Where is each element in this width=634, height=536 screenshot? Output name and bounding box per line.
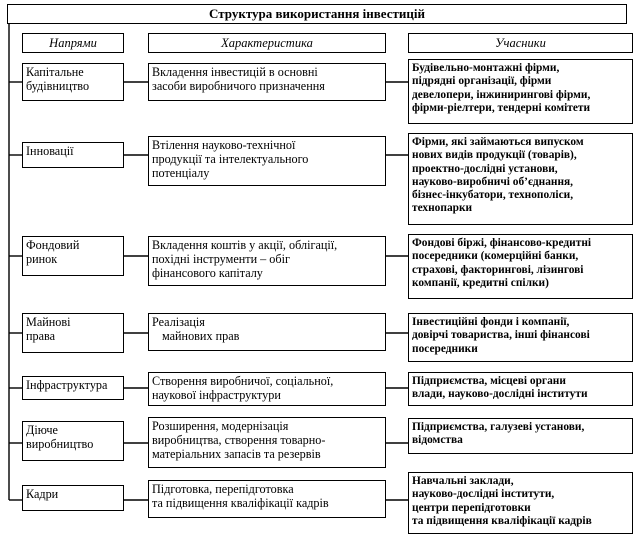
participant-line: довірчі товариства, інші фінансові <box>412 329 590 342</box>
characteristic-line: фінансового капіталу <box>152 265 263 280</box>
participant-line: відомства <box>412 434 463 447</box>
participant-line: технопарки <box>412 202 473 215</box>
characteristic-line: Створення виробничої, соціальної, <box>152 374 334 388</box>
participant-line: страхові, факторингові, лізингові <box>412 263 584 276</box>
participant-line: науково-виробничі об’єднання, <box>412 175 574 188</box>
header-participants: Учасники <box>408 33 633 53</box>
characteristic-line: Підготовка, перепідготовка <box>152 482 294 496</box>
characteristic-line: засоби виробничого призначення <box>152 78 325 93</box>
participant-line: посередники <box>412 342 478 355</box>
characteristic-line: матеріальних запасів та резервів <box>152 446 321 461</box>
participant-line: девелопери, інжинирингові фірми, <box>412 88 591 101</box>
direction-box-personnel <box>22 485 124 511</box>
characteristic-line: Розширення, модернізація <box>152 419 289 433</box>
characteristic-box-innovations <box>148 136 386 186</box>
participant-line: Фірми, які займаються випуском <box>412 136 584 148</box>
participant-line: підрядні організації, фірми <box>412 75 552 88</box>
direction-box-innovations <box>22 142 124 168</box>
characteristic-line: виробництва, створення товарно- <box>152 432 326 447</box>
characteristic-box-stock-market <box>148 236 386 286</box>
direction-line: Інфраструктура <box>26 378 108 392</box>
characteristic-box-personnel <box>148 480 386 518</box>
direction-line: виробництво <box>26 436 94 451</box>
direction-box-stock-market <box>22 236 124 276</box>
participants-box-capital-construction <box>408 59 633 124</box>
characteristic-line: потенціалу <box>152 165 210 180</box>
characteristic-line: майнових прав <box>162 328 240 343</box>
direction-line: Інновації <box>26 144 74 158</box>
direction-box-infrastructure <box>22 376 124 400</box>
direction-line: права <box>26 328 56 343</box>
characteristic-box-operating-production <box>148 417 386 468</box>
direction-box-operating-production <box>22 421 124 461</box>
characteristic-line: Вкладення інвестицій в основні <box>152 65 318 79</box>
direction-line: Кадри <box>26 487 59 501</box>
direction-box-property-rights <box>22 313 124 353</box>
characteristic-line: продукції та інтелектуального <box>152 151 309 166</box>
characteristic-line: похідні інструменти – обіг <box>152 251 290 266</box>
participants-box-stock-market <box>408 234 633 299</box>
participants-box-personnel <box>408 472 633 534</box>
participant-line: Інвестиційні фонди і компанії, <box>412 316 570 328</box>
characteristic-line: Реалізація <box>152 315 205 329</box>
direction-line: будівництво <box>26 78 90 93</box>
participant-line: Підприємства, місцеві органи <box>412 375 566 387</box>
direction-line: Діюче <box>26 423 58 437</box>
participant-line: посередники (комерційні банки, <box>412 250 579 263</box>
direction-line: Фондовий <box>26 238 80 252</box>
participant-line: фірми-ріелтери, тендерні комітети <box>412 101 591 114</box>
direction-box-capital-construction <box>22 63 124 101</box>
header-characteristic: Характеристика <box>148 33 386 53</box>
participant-line: науково-дослідні інститути, <box>412 488 555 501</box>
participants-box-innovations <box>408 133 633 225</box>
participant-line: та підвищення кваліфікації кадрів <box>412 514 592 527</box>
diagram-title: Структура використання інвестицій <box>7 4 627 24</box>
characteristic-box-infrastructure <box>148 372 386 406</box>
direction-line: Майнові <box>26 315 71 329</box>
characteristic-line: наукової інфраструктури <box>152 387 281 402</box>
participants-box-property-rights <box>408 313 633 362</box>
characteristic-line: та підвищення кваліфікації кадрів <box>152 495 329 510</box>
characteristic-box-property-rights <box>148 313 386 351</box>
participant-line: Навчальні заклади, <box>412 475 514 487</box>
participants-box-infrastructure <box>408 372 633 406</box>
participant-line: Будівельно-монтажні фірми, <box>412 62 560 74</box>
participant-line: центри перепідготовки <box>412 501 531 514</box>
participant-line: нових видів продукції (товарів), <box>412 149 577 162</box>
participants-box-operating-production <box>408 418 633 454</box>
characteristic-line: Вкладення коштів у акції, облігації, <box>152 238 338 252</box>
participant-line: бізнес-інкубатори, технополіси, <box>412 189 574 202</box>
header-directions: Напрями <box>22 33 124 53</box>
participant-line: проектно-дослідні установи, <box>412 162 558 175</box>
characteristic-line: Втілення науково-технічної <box>152 138 296 152</box>
characteristic-box-capital-construction <box>148 63 386 101</box>
participant-line: влади, науково-дослідні інститути <box>412 388 588 401</box>
direction-line: ринок <box>26 251 58 266</box>
direction-line: Капітальне <box>26 65 84 79</box>
participant-line: Підприємства, галузеві установи, <box>412 421 585 433</box>
participant-line: компанії, кредитні спілки) <box>412 276 549 289</box>
participant-line: Фондові біржі, фінансово-кредитні <box>412 237 592 249</box>
